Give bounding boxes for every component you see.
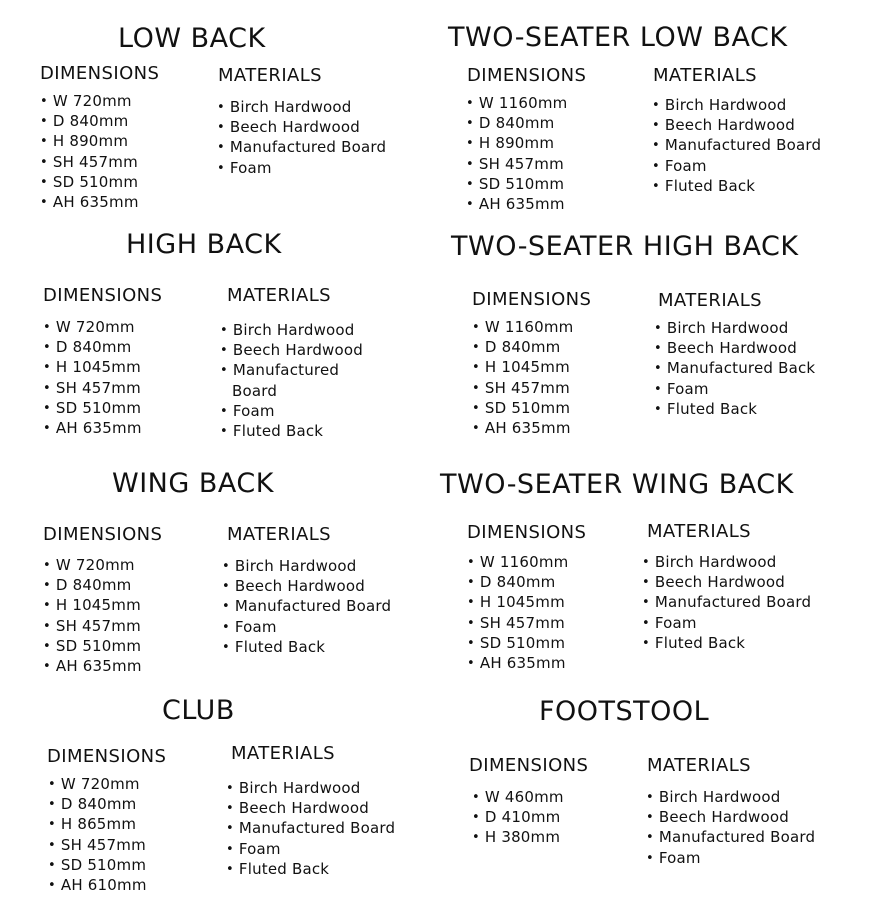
materials-heading: MATERIALS [231, 743, 335, 764]
list-item: • Fluted Back [222, 638, 391, 658]
list-item: • D 840mm [43, 576, 142, 596]
materials-heading: MATERIALS [227, 524, 331, 545]
materials-heading: MATERIALS [653, 65, 757, 86]
list-item: • W 460mm [472, 788, 564, 808]
list-item: • D 840mm [466, 114, 567, 134]
dimensions-list [466, 94, 567, 215]
section-title: LOW BACK [118, 23, 266, 54]
list-item: • H 890mm [40, 132, 139, 152]
list-item: • AH 635mm [40, 193, 139, 213]
list-item: • Manufactured Board [642, 593, 811, 613]
list-item: • Manufactured Board [646, 828, 815, 848]
list-item: • Birch Hardwood [646, 788, 815, 808]
section-title: WING BACK [112, 468, 274, 499]
list-item: • SH 457mm [466, 155, 567, 175]
list-item: • SH 457mm [472, 379, 573, 399]
list-item: • SD 510mm [48, 856, 147, 876]
list-item: • Fluted Back [652, 177, 821, 197]
dimensions-heading: DIMENSIONS [472, 289, 592, 310]
dimensions-list [472, 788, 564, 849]
list-item: • Foam [642, 614, 811, 634]
list-item: • Fluted Back [642, 634, 811, 654]
list-item: • W 720mm [40, 92, 139, 112]
list-item: • SH 457mm [48, 836, 147, 856]
section-title: HIGH BACK [126, 229, 282, 260]
list-item: • AH 635mm [467, 654, 568, 674]
list-item: • W 1160mm [472, 318, 573, 338]
list-item: • W 720mm [48, 775, 147, 795]
materials-list [217, 98, 386, 179]
list-item: • SD 510mm [43, 399, 142, 419]
materials-heading: MATERIALS [647, 755, 751, 776]
list-item-continued: Board [232, 381, 278, 400]
list-item: • SD 510mm [472, 399, 573, 419]
list-item: • Beech Hardwood [222, 577, 391, 597]
list-item: • Birch Hardwood [220, 321, 363, 341]
list-item: • Foam [226, 840, 395, 860]
materials-list [646, 788, 815, 869]
list-item: • D 410mm [472, 808, 564, 828]
list-item: • SD 510mm [43, 637, 142, 657]
materials-list [654, 319, 815, 420]
materials-heading: MATERIALS [218, 65, 322, 86]
list-item: • Birch Hardwood [226, 779, 395, 799]
list-item: • W 1160mm [466, 94, 567, 114]
list-item: • AH 635mm [43, 657, 142, 677]
list-item: • Manufactured Back [654, 359, 815, 379]
list-item: • SH 457mm [467, 614, 568, 634]
list-item: • Manufactured Board [217, 138, 386, 158]
dimensions-heading: DIMENSIONS [40, 63, 160, 84]
list-item: • H 380mm [472, 828, 564, 848]
list-item: • Beech Hardwood [217, 118, 386, 138]
materials-heading: MATERIALS [658, 290, 762, 311]
list-item: • Beech Hardwood [226, 799, 395, 819]
dimensions-heading: DIMENSIONS [469, 755, 589, 776]
list-item: • Manufactured [220, 361, 363, 381]
list-item: • Foam [654, 380, 815, 400]
dimensions-list [472, 318, 573, 439]
list-item: • Foam [217, 159, 386, 179]
dimensions-heading: DIMENSIONS [467, 522, 587, 543]
list-item: • D 840mm [472, 338, 573, 358]
list-item: • AH 635mm [43, 419, 142, 439]
list-item: • Foam [220, 402, 363, 422]
list-item: • Birch Hardwood [222, 557, 391, 577]
section-title: TWO-SEATER HIGH BACK [451, 231, 799, 262]
list-item: • Beech Hardwood [220, 341, 363, 361]
list-item: • Birch Hardwood [217, 98, 386, 118]
list-item: • W 720mm [43, 318, 142, 338]
section-title: TWO-SEATER WING BACK [440, 469, 794, 500]
dimensions-heading: DIMENSIONS [43, 285, 163, 306]
dimensions-heading: DIMENSIONS [47, 746, 167, 767]
list-item: • Beech Hardwood [642, 573, 811, 593]
list-item: • Foam [646, 849, 815, 869]
list-item: • Fluted Back [654, 400, 815, 420]
section-title: TWO-SEATER LOW BACK [448, 22, 788, 53]
list-item: • Birch Hardwood [654, 319, 815, 339]
materials-list [226, 779, 395, 880]
list-item: • Beech Hardwood [652, 116, 821, 136]
list-item: • Manufactured Board [226, 819, 395, 839]
list-item: • H 1045mm [43, 358, 142, 378]
list-item: • D 840mm [40, 112, 139, 132]
dimensions-list [43, 556, 142, 677]
list-item: • AH 610mm [48, 876, 147, 896]
section-title: FOOTSTOOL [539, 696, 710, 727]
list-item: • SH 457mm [40, 153, 139, 173]
dimensions-heading: DIMENSIONS [467, 65, 587, 86]
dimensions-heading: DIMENSIONS [43, 524, 163, 545]
list-item: • Beech Hardwood [654, 339, 815, 359]
dimensions-list [43, 318, 142, 439]
list-item: • Manufactured Board [652, 136, 821, 156]
materials-list [222, 557, 391, 658]
list-item: • D 840mm [43, 338, 142, 358]
materials-list [652, 96, 821, 197]
list-item: • Fluted Back [226, 860, 395, 880]
list-item: • H 890mm [466, 134, 567, 154]
list-item: • SD 510mm [40, 173, 139, 193]
list-item: • H 1045mm [43, 596, 142, 616]
list-item: • Foam [222, 618, 391, 638]
list-item: • H 865mm [48, 815, 147, 835]
dimensions-list [467, 553, 568, 674]
section-title: CLUB [162, 695, 235, 726]
list-item: • AH 635mm [472, 419, 573, 439]
list-item: • AH 635mm [466, 195, 567, 215]
list-item: • Birch Hardwood [642, 553, 811, 573]
list-item: • SH 457mm [43, 617, 142, 637]
list-item: • SD 510mm [467, 634, 568, 654]
dimensions-list [48, 775, 147, 896]
materials-list [220, 321, 363, 442]
list-item: • Fluted Back [220, 422, 363, 442]
dimensions-list [40, 92, 139, 213]
list-item: • D 840mm [48, 795, 147, 815]
list-item: • SH 457mm [43, 379, 142, 399]
materials-heading: MATERIALS [227, 285, 331, 306]
list-item: • Birch Hardwood [652, 96, 821, 116]
list-item: • W 720mm [43, 556, 142, 576]
list-item: • H 1045mm [472, 358, 573, 378]
list-item: • SD 510mm [466, 175, 567, 195]
list-item: • Beech Hardwood [646, 808, 815, 828]
list-item: • H 1045mm [467, 593, 568, 613]
materials-list [642, 553, 811, 654]
list-item: • Manufactured Board [222, 597, 391, 617]
materials-heading: MATERIALS [647, 521, 751, 542]
list-item: • D 840mm [467, 573, 568, 593]
list-item: • Foam [652, 157, 821, 177]
list-item: • W 1160mm [467, 553, 568, 573]
